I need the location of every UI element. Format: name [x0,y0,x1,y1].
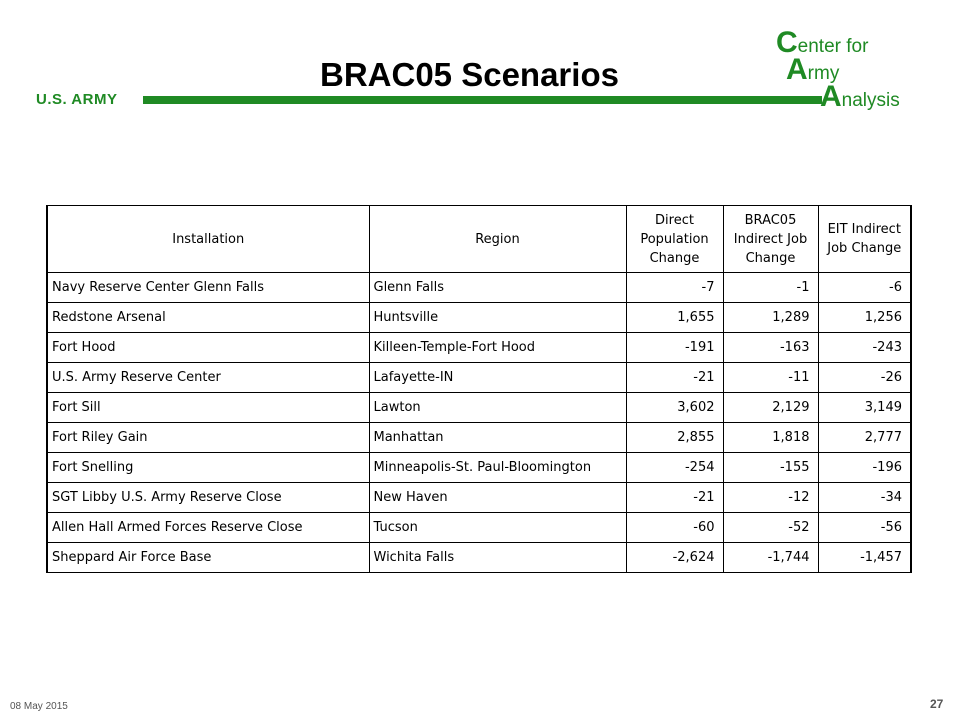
table-row [47,453,911,483]
cell-region: Glenn Falls [369,273,626,303]
logo-a1-rest: rmy [807,63,840,84]
cell-brac05-indirect-job-change: 1,818 [723,423,818,453]
cell-eit-indirect-job-change: -196 [818,453,911,483]
org-label: U.S. ARMY [36,91,118,108]
table-row [47,513,911,543]
table-row [47,333,911,363]
cell-direct-population-change: 2,855 [626,423,723,453]
cell-eit-indirect-job-change: 3,149 [818,393,911,423]
table-row [47,363,911,393]
table-header-row [47,206,911,273]
cell-brac05-indirect-job-change: -163 [723,333,818,363]
cell-brac05-indirect-job-change: 2,129 [723,393,818,423]
cell-installation: Fort Hood [47,333,369,363]
cell-region: Wichita Falls [369,543,626,573]
page-title: BRAC05 Scenarios [320,56,619,93]
header-brac05-indirect-job-change: BRAC05 Indirect Job Change [723,206,818,273]
cell-installation: SGT Libby U.S. Army Reserve Close [47,483,369,513]
table-row [47,543,911,573]
cell-direct-population-change: 3,602 [626,393,723,423]
brac-scenarios-table [46,205,912,573]
logo-a2-rest: nalysis [841,90,900,111]
cell-direct-population-change: -2,624 [626,543,723,573]
table-row [47,393,911,423]
logo-a1-letter: A [786,53,808,86]
page-number: 27 [930,697,944,711]
cell-direct-population-change: -60 [626,513,723,543]
header-installation: Installation [47,206,369,273]
logo-line-3 [820,80,900,114]
cell-direct-population-change: -254 [626,453,723,483]
cell-installation: Fort Sill [47,393,369,423]
cell-brac05-indirect-job-change: -1 [723,273,818,303]
cell-eit-indirect-job-change: -34 [818,483,911,513]
cell-region: Tucson [369,513,626,543]
cell-brac05-indirect-job-change: -12 [723,483,818,513]
cell-eit-indirect-job-change: -1,457 [818,543,911,573]
cell-installation: Fort Snelling [47,453,369,483]
cell-direct-population-change: 1,655 [626,303,723,333]
cell-brac05-indirect-job-change: -11 [723,363,818,393]
cell-eit-indirect-job-change: -56 [818,513,911,543]
cell-direct-population-change: -191 [626,333,723,363]
cell-region: New Haven [369,483,626,513]
cell-region: Minneapolis-St. Paul-Bloomington [369,453,626,483]
cell-installation: Sheppard Air Force Base [47,543,369,573]
cell-eit-indirect-job-change: 2,777 [818,423,911,453]
cell-region: Killeen-Temple-Fort Hood [369,333,626,363]
table-row [47,423,911,453]
cell-installation: U.S. Army Reserve Center [47,363,369,393]
table-row [47,273,911,303]
cell-eit-indirect-job-change: 1,256 [818,303,911,333]
cell-direct-population-change: -21 [626,483,723,513]
table-row [47,483,911,513]
cell-brac05-indirect-job-change: 1,289 [723,303,818,333]
cell-installation: Allen Hall Armed Forces Reserve Close [47,513,369,543]
cell-region: Manhattan [369,423,626,453]
footer-date: 08 May 2015 [10,701,68,712]
header-divider [143,96,822,104]
cell-eit-indirect-job-change: -243 [818,333,911,363]
cell-region: Lawton [369,393,626,423]
cell-direct-population-change: -21 [626,363,723,393]
cell-eit-indirect-job-change: -26 [818,363,911,393]
header-region: Region [369,206,626,273]
center-for-army-analysis-logo [776,26,946,116]
logo-c-letter: C [776,26,798,59]
cell-installation: Redstone Arsenal [47,303,369,333]
header-direct-population-change: Direct Population Change [626,206,723,273]
cell-installation: Navy Reserve Center Glenn Falls [47,273,369,303]
header-eit-indirect-job-change: EIT Indirect Job Change [818,206,911,273]
cell-region: Huntsville [369,303,626,333]
cell-eit-indirect-job-change: -6 [818,273,911,303]
logo-a2-letter: A [820,80,842,113]
cell-direct-population-change: -7 [626,273,723,303]
table-row [47,303,911,333]
cell-installation: Fort Riley Gain [47,423,369,453]
logo-c-rest: enter for [797,36,869,57]
cell-region: Lafayette-IN [369,363,626,393]
cell-brac05-indirect-job-change: -52 [723,513,818,543]
cell-brac05-indirect-job-change: -1,744 [723,543,818,573]
cell-brac05-indirect-job-change: -155 [723,453,818,483]
